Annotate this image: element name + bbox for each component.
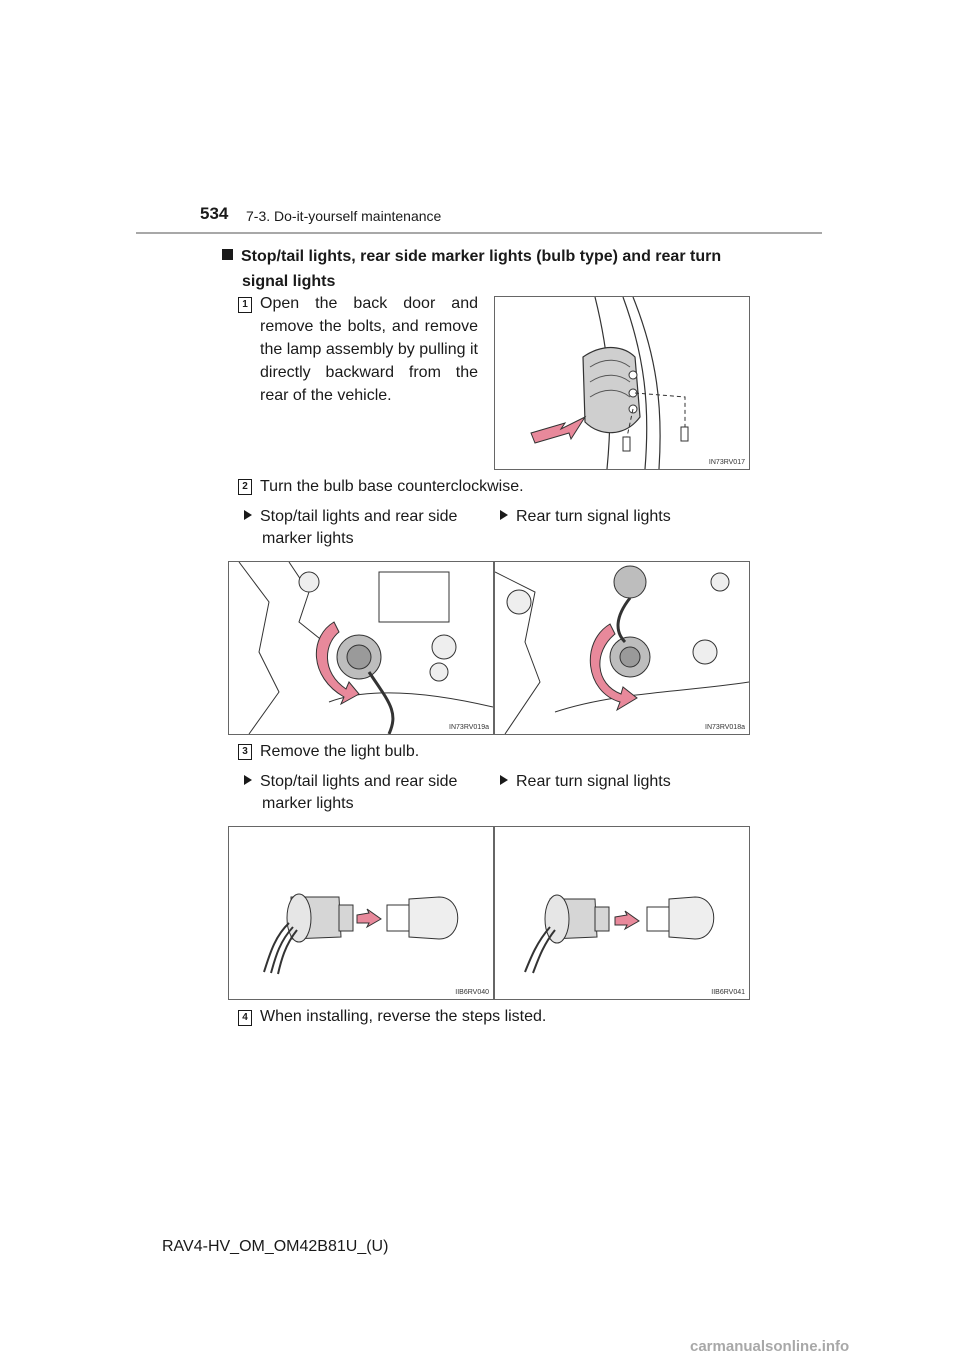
sub-label-stop-tail: Stop/tail lights and rear side marker lights — [244, 506, 480, 550]
pull-arrow-icon — [531, 417, 585, 443]
sub-label-stop-tail: Stop/tail lights and rear side marker lights — [244, 771, 480, 815]
figure-lamp-removal — [494, 296, 750, 470]
square-bullet-icon — [222, 249, 233, 260]
step-number-4: 4 — [238, 1010, 252, 1026]
triangle-bullet-icon — [244, 510, 252, 520]
triangle-bullet-icon — [500, 510, 508, 520]
heading-line-1: Stop/tail lights, rear side marker lights (bulb type) and rear turn — [241, 248, 722, 265]
figure-code: IIB6RV041 — [711, 989, 745, 996]
triangle-bullet-icon — [500, 775, 508, 785]
watermark: carmanualsonline.info — [690, 1338, 850, 1355]
insert-arrow-icon — [357, 909, 381, 927]
sub-label-rear-turn: Rear turn signal lights — [500, 506, 671, 528]
page-number: 534 — [200, 204, 229, 223]
step-1-text: Open the back door and remove the bolts, and remove the lamp assembly by pulling it directly backward from the rear of the vehicle. — [260, 295, 478, 404]
step-2-text: Turn the bulb base counterclockwise. — [260, 478, 524, 495]
step-number-1: 1 — [238, 297, 252, 313]
footer-doc-id: RAV4-HV_OM_OM42B81U_(U) — [162, 1238, 389, 1255]
triangle-bullet-icon — [244, 775, 252, 785]
figure-turn-signal-socket — [494, 561, 750, 735]
figure-code: IIB6RV040 — [455, 989, 489, 996]
sub-label-rear-turn: Rear turn signal lights — [500, 771, 671, 793]
figure-stop-tail-bulb — [228, 826, 494, 1000]
header-divider — [136, 232, 822, 234]
step-number-2: 2 — [238, 479, 252, 495]
step-number-3: 3 — [238, 744, 252, 760]
figure-turn-signal-bulb — [494, 826, 750, 1000]
figure-code: IN73RV018a — [705, 724, 745, 731]
step-4-text: When installing, reverse the steps listed. — [260, 1008, 547, 1025]
section-heading — [222, 244, 762, 294]
figure-stop-tail-socket — [228, 561, 494, 735]
section-title: 7-3. Do-it-yourself maintenance — [246, 208, 442, 224]
lamp-removal-illustration — [495, 297, 749, 469]
figure-code: IN73RV019a — [449, 724, 489, 731]
figure-code: IN73RV017 — [708, 459, 745, 466]
step-3-text: Remove the light bulb. — [260, 743, 420, 760]
insert-arrow-icon — [615, 911, 639, 929]
heading-line-2: signal lights — [242, 273, 336, 290]
